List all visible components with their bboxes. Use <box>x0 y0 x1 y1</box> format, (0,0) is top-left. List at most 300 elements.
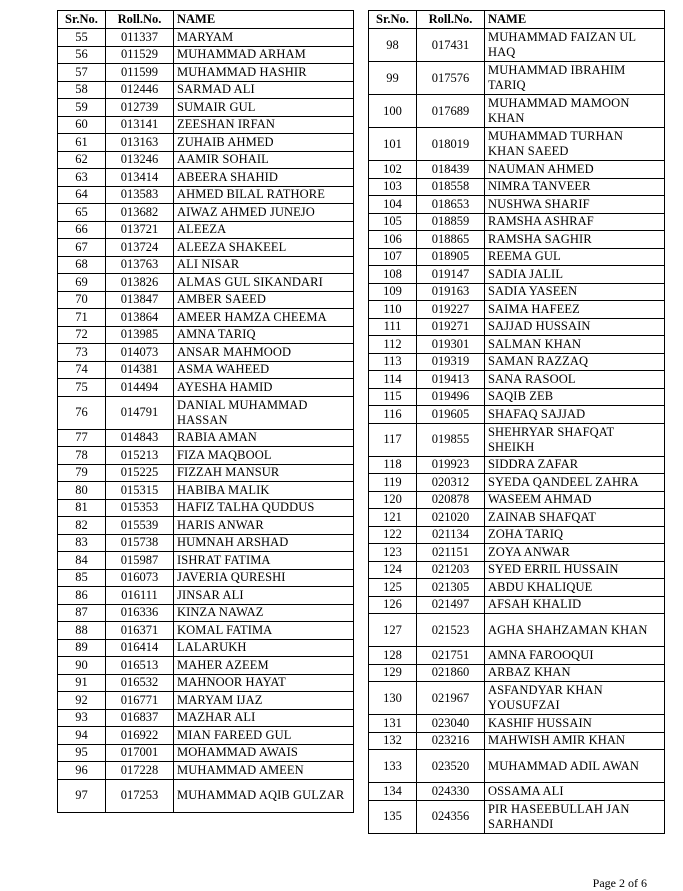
cell-name: ZEESHAN IRFAN <box>174 116 354 134</box>
table-row <box>58 274 354 292</box>
cell-roll-no: 014381 <box>106 361 174 379</box>
table-row <box>369 474 665 492</box>
cell-roll-no: 013721 <box>106 221 174 239</box>
cell-roll-no: 019923 <box>417 456 485 474</box>
table-row <box>369 526 665 544</box>
cell-sr-no: 67 <box>58 239 106 257</box>
cell-name: HAFIZ TALHA QUDDUS <box>174 499 354 517</box>
header-roll-no: Roll.No. <box>417 11 485 29</box>
cell-roll-no: 015353 <box>106 499 174 517</box>
cell-name: ZOHA TARIQ <box>485 526 665 544</box>
cell-name: AGHA SHAHZAMAN KHAN <box>485 614 665 647</box>
cell-sr-no: 102 <box>369 161 417 179</box>
table-row <box>58 604 354 622</box>
cell-name: MUHAMMAD TURHAN KHAN SAEED <box>485 128 665 161</box>
cell-roll-no: 011337 <box>106 29 174 47</box>
cell-sr-no: 92 <box>58 692 106 710</box>
cell-roll-no: 019147 <box>417 266 485 284</box>
cell-sr-no: 130 <box>369 682 417 715</box>
cell-name: MARYAM IJAZ <box>174 692 354 710</box>
table-row <box>369 178 665 196</box>
cell-roll-no: 013864 <box>106 309 174 327</box>
cell-name: WASEEM AHMAD <box>485 491 665 509</box>
cell-sr-no: 95 <box>58 744 106 762</box>
cell-sr-no: 65 <box>58 204 106 222</box>
cell-roll-no: 012739 <box>106 99 174 117</box>
table-body <box>58 29 354 813</box>
cell-name: JAVERIA QURESHI <box>174 569 354 587</box>
cell-sr-no: 123 <box>369 544 417 562</box>
table-row <box>369 715 665 733</box>
cell-name: MUHAMMAD MAMOON KHAN <box>485 95 665 128</box>
cell-sr-no: 78 <box>58 447 106 465</box>
cell-sr-no: 83 <box>58 534 106 552</box>
cell-sr-no: 125 <box>369 579 417 597</box>
cell-sr-no: 96 <box>58 762 106 780</box>
cell-name: MAHER AZEEM <box>174 657 354 675</box>
table-row <box>58 552 354 570</box>
cell-sr-no: 59 <box>58 99 106 117</box>
cell-roll-no: 019163 <box>417 283 485 301</box>
cell-name: KINZA NAWAZ <box>174 604 354 622</box>
cell-name: ALMAS GUL SIKANDARI <box>174 274 354 292</box>
cell-roll-no: 017228 <box>106 762 174 780</box>
table-row <box>369 491 665 509</box>
table-row <box>58 239 354 257</box>
cell-name: SAIMA HAFEEZ <box>485 301 665 319</box>
cell-name: MAZHAR ALI <box>174 709 354 727</box>
cell-sr-no: 132 <box>369 732 417 750</box>
cell-sr-no: 73 <box>58 344 106 362</box>
table-row <box>369 62 665 95</box>
table-row <box>58 762 354 780</box>
table-row <box>58 429 354 447</box>
table-row <box>58 587 354 605</box>
table-row <box>369 664 665 682</box>
table-row <box>58 291 354 309</box>
cell-roll-no: 021203 <box>417 561 485 579</box>
table-row <box>369 371 665 389</box>
cell-roll-no: 015315 <box>106 482 174 500</box>
table-row <box>58 309 354 327</box>
cell-name: DANIAL MUHAMMAD HASSAN <box>174 396 354 429</box>
cell-roll-no: 016336 <box>106 604 174 622</box>
cell-roll-no: 012446 <box>106 81 174 99</box>
cell-roll-no: 014494 <box>106 379 174 397</box>
cell-name: MAHNOOR HAYAT <box>174 674 354 692</box>
cell-name: MUHAMMAD ARHAM <box>174 46 354 64</box>
cell-roll-no: 017253 <box>106 779 174 812</box>
cell-name: MUHAMMAD AQIB GULZAR <box>174 779 354 812</box>
cell-sr-no: 62 <box>58 151 106 169</box>
table-row <box>58 361 354 379</box>
table-row <box>369 248 665 266</box>
cell-name: ALEEZA <box>174 221 354 239</box>
cell-sr-no: 122 <box>369 526 417 544</box>
cell-sr-no: 99 <box>369 62 417 95</box>
cell-sr-no: 58 <box>58 81 106 99</box>
cell-roll-no: 019319 <box>417 353 485 371</box>
cell-roll-no: 016837 <box>106 709 174 727</box>
cell-roll-no: 021860 <box>417 664 485 682</box>
cell-sr-no: 116 <box>369 406 417 424</box>
cell-name: ISHRAT FATIMA <box>174 552 354 570</box>
cell-sr-no: 110 <box>369 301 417 319</box>
cell-roll-no: 021020 <box>417 509 485 527</box>
cell-roll-no: 019605 <box>417 406 485 424</box>
cell-roll-no: 013847 <box>106 291 174 309</box>
cell-roll-no: 024356 <box>417 800 485 833</box>
cell-name: MOHAMMAD AWAIS <box>174 744 354 762</box>
table-row <box>369 406 665 424</box>
cell-name: SYEDA QANDEEL ZAHRA <box>485 474 665 492</box>
cell-sr-no: 117 <box>369 423 417 456</box>
cell-sr-no: 86 <box>58 587 106 605</box>
cell-sr-no: 103 <box>369 178 417 196</box>
cell-sr-no: 57 <box>58 64 106 82</box>
cell-sr-no: 72 <box>58 326 106 344</box>
table-row <box>58 482 354 500</box>
cell-name: JINSAR ALI <box>174 587 354 605</box>
table-row <box>369 800 665 833</box>
cell-roll-no: 018865 <box>417 231 485 249</box>
cell-roll-no: 017431 <box>417 29 485 62</box>
cell-roll-no: 015539 <box>106 517 174 535</box>
cell-roll-no: 021151 <box>417 544 485 562</box>
header-name: NAME <box>174 11 354 29</box>
table-row <box>58 779 354 812</box>
cell-roll-no: 011529 <box>106 46 174 64</box>
cell-sr-no: 64 <box>58 186 106 204</box>
cell-name: MUHAMMAD FAIZAN UL HAQ <box>485 29 665 62</box>
cell-name: SAMAN RAZZAQ <box>485 353 665 371</box>
table-row <box>369 283 665 301</box>
table-row <box>58 81 354 99</box>
cell-sr-no: 121 <box>369 509 417 527</box>
table-row <box>58 169 354 187</box>
table-row <box>58 151 354 169</box>
cell-roll-no: 017576 <box>417 62 485 95</box>
cell-roll-no: 018019 <box>417 128 485 161</box>
cell-roll-no: 016073 <box>106 569 174 587</box>
cell-roll-no: 014791 <box>106 396 174 429</box>
table-row <box>58 64 354 82</box>
cell-sr-no: 100 <box>369 95 417 128</box>
cell-name: HABIBA MALIK <box>174 482 354 500</box>
cell-name: MUHAMMAD IBRAHIM TARIQ <box>485 62 665 95</box>
cell-name: NAUMAN AHMED <box>485 161 665 179</box>
cell-sr-no: 80 <box>58 482 106 500</box>
cell-roll-no: 013682 <box>106 204 174 222</box>
table-row <box>369 596 665 614</box>
cell-sr-no: 134 <box>369 783 417 801</box>
cell-roll-no: 013763 <box>106 256 174 274</box>
cell-sr-no: 107 <box>369 248 417 266</box>
cell-name: FIZA MAQBOOL <box>174 447 354 465</box>
cell-name: ABEERA SHAHID <box>174 169 354 187</box>
cell-sr-no: 63 <box>58 169 106 187</box>
cell-roll-no: 018905 <box>417 248 485 266</box>
cell-name: ZUHAIB AHMED <box>174 134 354 152</box>
cell-roll-no: 015738 <box>106 534 174 552</box>
cell-roll-no: 024330 <box>417 783 485 801</box>
cell-roll-no: 015213 <box>106 447 174 465</box>
cell-roll-no: 016513 <box>106 657 174 675</box>
header-sr-no: Sr.No. <box>369 11 417 29</box>
cell-sr-no: 76 <box>58 396 106 429</box>
table-row <box>58 99 354 117</box>
table-body <box>369 29 665 834</box>
cell-sr-no: 133 <box>369 750 417 783</box>
cell-roll-no: 019413 <box>417 371 485 389</box>
cell-name: AMNA TARIQ <box>174 326 354 344</box>
cell-roll-no: 016922 <box>106 727 174 745</box>
cell-sr-no: 70 <box>58 291 106 309</box>
table-row <box>58 674 354 692</box>
table-row <box>369 614 665 647</box>
cell-roll-no: 021967 <box>417 682 485 715</box>
cell-sr-no: 112 <box>369 336 417 354</box>
table-row <box>58 709 354 727</box>
cell-roll-no: 019855 <box>417 423 485 456</box>
table-row <box>369 161 665 179</box>
table-row <box>58 447 354 465</box>
table-row <box>58 657 354 675</box>
cell-sr-no: 108 <box>369 266 417 284</box>
table-row <box>58 639 354 657</box>
cell-roll-no: 019271 <box>417 318 485 336</box>
table-row <box>369 579 665 597</box>
cell-roll-no: 015225 <box>106 464 174 482</box>
cell-roll-no: 021134 <box>417 526 485 544</box>
cell-roll-no: 016111 <box>106 587 174 605</box>
table-row <box>369 456 665 474</box>
cell-name: AIWAZ AHMED JUNEJO <box>174 204 354 222</box>
table-row <box>58 29 354 47</box>
cell-name: ZOYA ANWAR <box>485 544 665 562</box>
cell-name: MUHAMMAD HASHIR <box>174 64 354 82</box>
table-row <box>369 353 665 371</box>
cell-sr-no: 81 <box>58 499 106 517</box>
cell-name: SAQIB ZEB <box>485 388 665 406</box>
cell-sr-no: 113 <box>369 353 417 371</box>
table-row <box>369 561 665 579</box>
cell-name: AMBER SAEED <box>174 291 354 309</box>
cell-sr-no: 87 <box>58 604 106 622</box>
cell-roll-no: 013163 <box>106 134 174 152</box>
cell-name: ABDU KHALIQUE <box>485 579 665 597</box>
cell-name: REEMA GUL <box>485 248 665 266</box>
cell-name: SIDDRA ZAFAR <box>485 456 665 474</box>
cell-sr-no: 118 <box>369 456 417 474</box>
cell-sr-no: 115 <box>369 388 417 406</box>
cell-sr-no: 89 <box>58 639 106 657</box>
table-row <box>369 301 665 319</box>
cell-sr-no: 88 <box>58 622 106 640</box>
cell-name: ALI NISAR <box>174 256 354 274</box>
cell-roll-no: 018859 <box>417 213 485 231</box>
cell-sr-no: 85 <box>58 569 106 587</box>
table-row <box>369 732 665 750</box>
cell-name: MARYAM <box>174 29 354 47</box>
cell-sr-no: 106 <box>369 231 417 249</box>
table-row <box>58 221 354 239</box>
cell-roll-no: 023520 <box>417 750 485 783</box>
table-row <box>369 336 665 354</box>
table-row <box>369 544 665 562</box>
table-row <box>369 196 665 214</box>
cell-sr-no: 131 <box>369 715 417 733</box>
cell-roll-no: 017689 <box>417 95 485 128</box>
cell-name: MUHAMMAD AMEEN <box>174 762 354 780</box>
cell-roll-no: 013414 <box>106 169 174 187</box>
cell-roll-no: 019496 <box>417 388 485 406</box>
cell-roll-no: 013724 <box>106 239 174 257</box>
table-row <box>369 213 665 231</box>
cell-name: SALMAN KHAN <box>485 336 665 354</box>
cell-sr-no: 124 <box>369 561 417 579</box>
cell-sr-no: 120 <box>369 491 417 509</box>
table-row <box>369 388 665 406</box>
cell-roll-no: 013583 <box>106 186 174 204</box>
cell-sr-no: 128 <box>369 647 417 665</box>
cell-name: NIMRA TANVEER <box>485 178 665 196</box>
table-row <box>369 266 665 284</box>
table-row <box>58 134 354 152</box>
cell-name: KASHIF HUSSAIN <box>485 715 665 733</box>
table-row <box>369 231 665 249</box>
cell-sr-no: 126 <box>369 596 417 614</box>
table-row <box>58 46 354 64</box>
cell-name: RABIA AMAN <box>174 429 354 447</box>
cell-name: AYESHA HAMID <box>174 379 354 397</box>
cell-roll-no: 019227 <box>417 301 485 319</box>
cell-name: ASMA WAHEED <box>174 361 354 379</box>
table-row <box>369 509 665 527</box>
cell-roll-no: 013985 <box>106 326 174 344</box>
cell-name: AMEER HAMZA CHEEMA <box>174 309 354 327</box>
cell-sr-no: 93 <box>58 709 106 727</box>
cell-name: OSSAMA ALI <box>485 783 665 801</box>
cell-roll-no: 015987 <box>106 552 174 570</box>
table-row <box>58 379 354 397</box>
cell-name: HUMNAH ARSHAD <box>174 534 354 552</box>
cell-sr-no: 94 <box>58 727 106 745</box>
cell-name: LALARUKH <box>174 639 354 657</box>
table-row <box>369 318 665 336</box>
cell-sr-no: 84 <box>58 552 106 570</box>
cell-name: AFSAH KHALID <box>485 596 665 614</box>
cell-sr-no: 74 <box>58 361 106 379</box>
table-row <box>58 534 354 552</box>
header-roll-no: Roll.No. <box>106 11 174 29</box>
cell-name: FIZZAH MANSUR <box>174 464 354 482</box>
table-row <box>58 517 354 535</box>
cell-roll-no: 018439 <box>417 161 485 179</box>
cell-sr-no: 109 <box>369 283 417 301</box>
cell-sr-no: 75 <box>58 379 106 397</box>
roll-list-table-left <box>57 10 354 813</box>
table-row <box>58 326 354 344</box>
cell-name: ASFANDYAR KHAN YOUSUFZAI <box>485 682 665 715</box>
cell-sr-no: 135 <box>369 800 417 833</box>
cell-roll-no: 018653 <box>417 196 485 214</box>
cell-name: SAJJAD HUSSAIN <box>485 318 665 336</box>
header-name: NAME <box>485 11 665 29</box>
cell-sr-no: 69 <box>58 274 106 292</box>
cell-sr-no: 71 <box>58 309 106 327</box>
cell-name: AMNA FAROOQUI <box>485 647 665 665</box>
cell-sr-no: 82 <box>58 517 106 535</box>
cell-roll-no: 021751 <box>417 647 485 665</box>
cell-name: ANSAR MAHMOOD <box>174 344 354 362</box>
cell-roll-no: 013141 <box>106 116 174 134</box>
table-row <box>369 95 665 128</box>
cell-roll-no: 013246 <box>106 151 174 169</box>
cell-sr-no: 55 <box>58 29 106 47</box>
cell-roll-no: 017001 <box>106 744 174 762</box>
table-row <box>369 423 665 456</box>
table-row <box>58 744 354 762</box>
table-row <box>58 727 354 745</box>
cell-name: SYED ERRIL HUSSAIN <box>485 561 665 579</box>
cell-roll-no: 019301 <box>417 336 485 354</box>
cell-name: ZAINAB SHAFQAT <box>485 509 665 527</box>
cell-roll-no: 021305 <box>417 579 485 597</box>
cell-name: RAMSHA SAGHIR <box>485 231 665 249</box>
cell-name: SHEHRYAR SHAFQAT SHEIKH <box>485 423 665 456</box>
cell-roll-no: 014073 <box>106 344 174 362</box>
cell-name: MAHWISH AMIR KHAN <box>485 732 665 750</box>
cell-sr-no: 104 <box>369 196 417 214</box>
cell-roll-no: 023040 <box>417 715 485 733</box>
cell-name: SANA RASOOL <box>485 371 665 389</box>
cell-sr-no: 127 <box>369 614 417 647</box>
cell-sr-no: 91 <box>58 674 106 692</box>
cell-name: SARMAD ALI <box>174 81 354 99</box>
cell-sr-no: 129 <box>369 664 417 682</box>
cell-sr-no: 77 <box>58 429 106 447</box>
table-row <box>58 186 354 204</box>
cell-name: AHMED BILAL RATHORE <box>174 186 354 204</box>
cell-name: MUHAMMAD ADIL AWAN <box>485 750 665 783</box>
table-row <box>58 692 354 710</box>
table-row <box>369 29 665 62</box>
cell-name: NUSHWA SHARIF <box>485 196 665 214</box>
cell-sr-no: 68 <box>58 256 106 274</box>
cell-sr-no: 111 <box>369 318 417 336</box>
cell-sr-no: 114 <box>369 371 417 389</box>
cell-roll-no: 016414 <box>106 639 174 657</box>
cell-roll-no: 018558 <box>417 178 485 196</box>
cell-roll-no: 016371 <box>106 622 174 640</box>
cell-name: SADIA YASEEN <box>485 283 665 301</box>
cell-name: SHAFAQ SAJJAD <box>485 406 665 424</box>
cell-roll-no: 023216 <box>417 732 485 750</box>
cell-name: AAMIR SOHAIL <box>174 151 354 169</box>
table-row <box>58 569 354 587</box>
table-header-row <box>58 11 354 29</box>
cell-sr-no: 98 <box>369 29 417 62</box>
cell-sr-no: 56 <box>58 46 106 64</box>
cell-sr-no: 66 <box>58 221 106 239</box>
header-sr-no: Sr.No. <box>58 11 106 29</box>
cell-roll-no: 016532 <box>106 674 174 692</box>
table-row <box>369 682 665 715</box>
cell-roll-no: 013826 <box>106 274 174 292</box>
cell-roll-no: 020878 <box>417 491 485 509</box>
table-header-row <box>369 11 665 29</box>
